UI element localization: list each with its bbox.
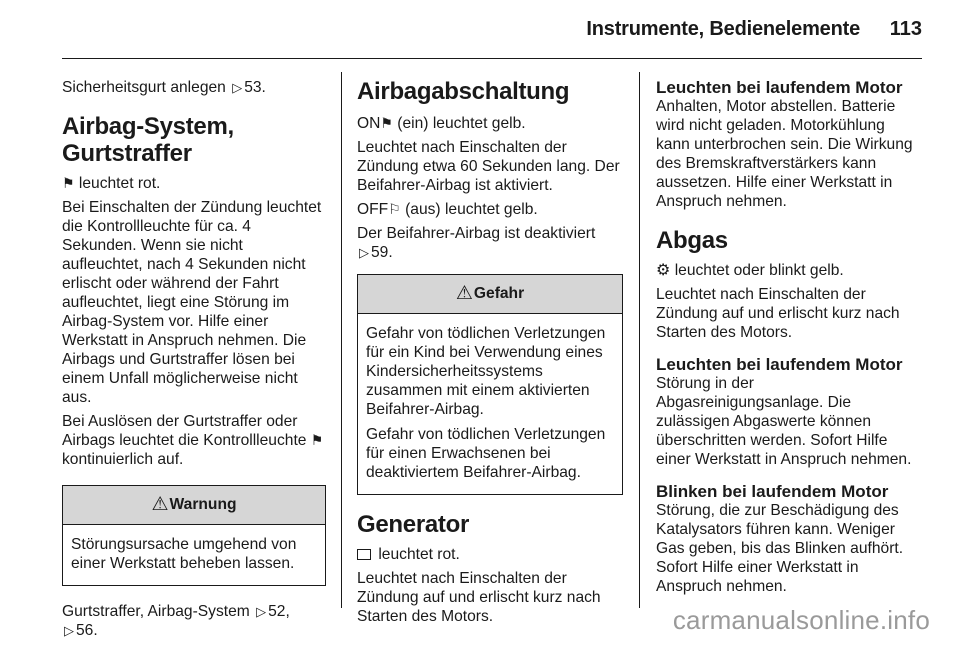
danger-box-header: [358, 275, 622, 314]
warning-text: Störungsursache umgehend von einer Werkstatt beheben lassen.: [71, 536, 297, 572]
header-title: Instrumente, Bedienelemente: [586, 18, 860, 40]
warning-triangle-icon: ⚠: [455, 283, 473, 304]
blinken-motor-paragraph: Störung, die zur Beschädigung des Katalysators führen kann. Weniger Gas geben, bis das Blinken aufhört. Sofort Hilfe einer Werkstatt in Anspruch nehmen.: [656, 502, 904, 595]
airbag-paragraph-2-text: Bei Auslösen der Gurtstraffer oder Airbags leuchtet die Kontrollleuchte: [62, 413, 307, 449]
intro-text: Sicherheitsgurt anlegen: [62, 79, 226, 96]
page-reference-icon: ▷: [64, 623, 74, 638]
on-lamp-line: [357, 114, 623, 133]
danger-title: Gefahr: [473, 285, 525, 302]
column-divider-1: [341, 72, 342, 608]
danger-text-2: Gefahr von tödlichen Verletzungen für einen Erwachsenen bei deaktiviertem Beifahrer-Airbag.: [366, 426, 606, 481]
passenger-airbag-off-icon: ⚐: [388, 201, 401, 217]
airbag-off-text: Der Beifahrer-Airbag ist deaktiviert: [357, 225, 596, 242]
danger-text-1: Gefahr von tödlichen Verletzungen für ein Kind bei Verwendung eines Kindersicherheitssystems zusammen mit einem aktivierten Beifahrer-Airbag.: [366, 325, 606, 418]
page-reference-icon: ▷: [359, 245, 369, 260]
danger-box: [357, 274, 623, 495]
abgas-lamp-line: [656, 261, 922, 280]
engine-check-icon: ⚙: [656, 262, 671, 279]
generator-lamp-text: leuchtet rot.: [378, 546, 460, 563]
column-2: [357, 78, 623, 631]
subheading-leuchten-motor: Leuchten bei laufendem Motor: [656, 78, 903, 97]
generator-lamp-line: [357, 545, 623, 564]
off-label: OFF: [357, 201, 389, 218]
warning-box: [62, 485, 326, 586]
airbag-paragraph-2: [62, 412, 326, 469]
footer-page-ref-2[interactable]: 56.: [76, 622, 98, 639]
leuchten-motor-2-paragraph: Störung in der Abgasreinigungsanlage. Die zulässigen Abgaswerte können überschritten werden. Sofort Hilfe einer Werkstatt in Anspruch nehmen.: [656, 375, 912, 468]
off-text: (aus) leuchtet gelb.: [405, 201, 538, 218]
off-lamp-line: [357, 200, 623, 219]
warning-box-header: [63, 486, 325, 525]
warning-title: Warnung: [169, 496, 237, 513]
airbag-lamp-text: leuchtet rot.: [78, 175, 161, 192]
on-label: ON: [357, 115, 381, 132]
airbag-warning-icon: ⚑: [310, 432, 324, 448]
watermark: carmanualsonline.info: [672, 605, 930, 635]
generator-paragraph: Leuchtet nach Einschalten der Zündung auf und erlischt kurz nach Starten des Motors.: [357, 570, 601, 625]
leuchten-motor-paragraph: Anhalten, Motor abstellen. Batterie wird nicht geladen. Motorkühlung kann unterbrochen sein. Die Wirkung des Bremskraftverstärkers kann aussetzen. Hilfe einer Werkstatt in Anspruch nehmen.: [656, 98, 913, 210]
danger-box-body: [358, 314, 622, 494]
airbag-on-paragraph: Leuchtet nach Einschalten der Zündung etwa 60 Sekunden lang. Der Beifahrer-Airbag ist aktiviert.: [357, 139, 620, 194]
passenger-airbag-on-icon: ⚑: [380, 115, 393, 131]
airbag-paragraph-2-tail: kontinuierlich auf.: [62, 451, 184, 468]
abgas-paragraph: Leuchtet nach Einschalten der Zündung auf und erlischt kurz nach Starten des Motors.: [656, 286, 900, 341]
header-rule: [62, 58, 922, 59]
battery-icon: [357, 549, 371, 560]
footer-reference-line: [62, 602, 326, 640]
subheading-blinken-motor: Blinken bei laufendem Motor: [656, 482, 889, 501]
page-reference-icon: ▷: [256, 604, 267, 619]
subheading-leuchten-motor-2: Leuchten bei laufendem Motor: [656, 355, 903, 374]
page-reference-icon: ▷: [232, 80, 243, 95]
column-3: [656, 78, 922, 601]
column-divider-2: [639, 72, 640, 608]
warning-triangle-icon: ⚠: [151, 494, 169, 515]
intro-page-ref[interactable]: 53.: [244, 79, 266, 96]
airbag-off-page-ref[interactable]: 59.: [371, 244, 393, 261]
intro-line: [62, 78, 326, 97]
page-number: 113: [889, 18, 922, 40]
footer-reference-text: Gurtstraffer, Airbag-System: [62, 603, 250, 620]
warning-box-body: [63, 525, 325, 585]
section-heading-airbag-system: Airbag-System, Gurtstraffer: [62, 113, 234, 167]
section-heading-abgas: Abgas: [656, 227, 728, 254]
airbag-off-paragraph: [357, 224, 623, 262]
airbag-paragraph-1: Bei Einschalten der Zündung leuchtet die Kontrollleuchte für ca. 4 Sekunden. Wenn sie nicht aufleuchtet, nach 4 Sekunden nicht erlischt oder während der Fahrt aufleuchtet, liegt eine Störung im Airbag-System vor. Hilfe einer Werkstatt in Anspruch nehmen. Die Airbags und Gurtstraffer lösen bei einem Unfall möglicherweise nicht aus.: [62, 199, 322, 406]
column-1: [62, 78, 326, 645]
abgas-lamp-text: leuchtet oder blinkt gelb.: [674, 262, 844, 279]
footer-page-ref-1[interactable]: 52,: [268, 603, 290, 620]
airbag-lamp-line: [62, 174, 326, 193]
section-heading-generator: Generator: [357, 511, 470, 538]
airbag-warning-icon: ⚑: [62, 175, 75, 191]
section-heading-airbagabschaltung: Airbagabschaltung: [357, 78, 570, 105]
on-text: (ein) leuchtet gelb.: [397, 115, 526, 132]
